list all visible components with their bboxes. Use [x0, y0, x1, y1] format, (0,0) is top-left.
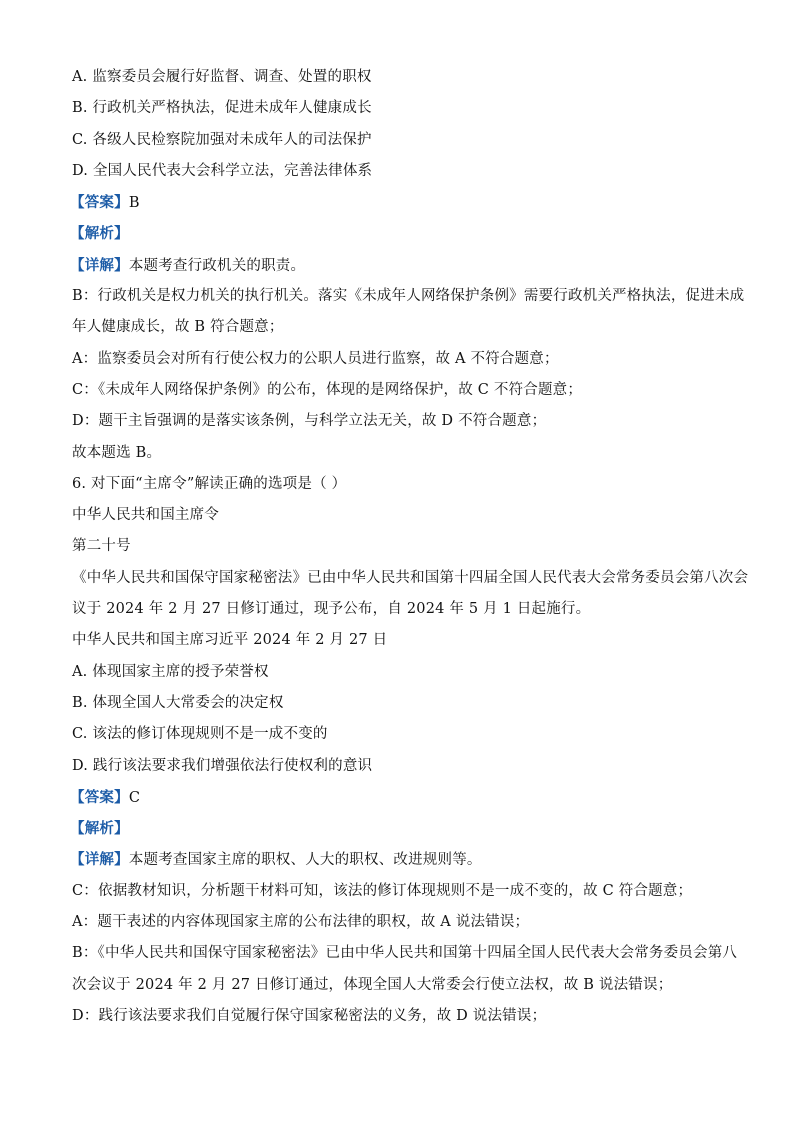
q6-option-a: A. 体现国家主席的授予荣誉权 — [72, 663, 269, 680]
q5-answer-line — [70, 187, 732, 218]
q6-material-line: 议于 2024 年 2 月 27 日修订通过，现予公布，自 2024 年 5 月 1 日起施行。 — [72, 601, 591, 618]
q6-option-c: C. 该法的修订体现规则不是一成不变的 — [72, 726, 328, 743]
q5-answer-tag: 【答案】 — [70, 194, 129, 212]
q6-material-line: 中华人民共和国主席习近平 2024 年 2 月 27 日 — [72, 632, 388, 649]
q6-detail-tag: 【详解】 — [70, 851, 129, 869]
q6-answer-tag: 【答案】 — [70, 788, 129, 806]
q6-detail-line — [70, 844, 732, 875]
q5-analysis-line — [70, 218, 732, 249]
q5-conclusion: 故本题选 B。 — [72, 444, 162, 461]
q5-explanation-line: C：《未成年人网络保护条例》的公布，体现的是网络保护，故 C 不符合题意； — [72, 381, 583, 398]
q5-option-d: D. 全国人民代表大会科学立法，完善法律体系 — [72, 162, 373, 179]
q5-detail-tag: 【详解】 — [70, 256, 129, 274]
q6-answer-value: C — [128, 789, 141, 806]
q6-option-b: B. 体现全国人大常委会的决定权 — [72, 694, 284, 711]
q6-explanation-line: D：践行该法要求我们自觉履行保守国家秘密法的义务，故 D 说法错误； — [72, 1007, 547, 1024]
q5-explanation-line: D：题干主旨强调的是落实该条例，与科学立法无关，故 D 不符合题意； — [72, 413, 547, 430]
q6-material-line: 第二十号 — [72, 538, 131, 555]
q5-explanation-line: B：行政机关是权力机关的执行机关。落实《未成年人网络保护条例》需要行政机关严格执法，促进未成 — [72, 288, 745, 305]
q6-analysis-tag: 【解析】 — [70, 820, 129, 838]
q5-option-a: A. 监察委员会履行好监督、调查、处置的职权 — [72, 69, 372, 85]
q5-analysis-tag: 【解析】 — [70, 225, 129, 243]
q5-explanation-line: A：监察委员会对所有行使公权力的公职人员进行监察，故 A 不符合题意； — [72, 350, 559, 367]
q6-material-line: 中华人民共和国主席令 — [72, 507, 219, 524]
q6-option-d: D. 践行该法要求我们增强依法行使权利的意识 — [72, 757, 373, 774]
q6-answer-line — [70, 782, 732, 813]
q5-detail-line — [70, 250, 732, 281]
q6-material-line: 《中华人民共和国保守国家秘密法》已由中华人民共和国第十四届全国人民代表大会常务委员会第八次会 — [72, 569, 749, 586]
q6-explanation-line: 次会议于 2024 年 2 月 27 日修订通过，体现全国人大常委会行使立法权，故 B 说法错误； — [72, 976, 673, 993]
q6-explanation-line: A：题干表述的内容体现国家主席的公布法律的职权，故 A 说法错误； — [72, 914, 530, 931]
q6-analysis-line — [70, 813, 732, 844]
q5-detail-text: 本题考查行政机关的职责。 — [128, 257, 306, 274]
q6-explanation-line: C：依据教材知识，分析题干材料可知，该法的修订体现规则不是一成不变的，故 C 符合题意； — [72, 882, 693, 899]
q5-option-b: B. 行政机关严格执法，促进未成年人健康成长 — [72, 100, 372, 117]
q5-explanation-line: 年人健康成长，故 B 符合题意； — [72, 319, 284, 336]
q5-answer-value: B — [128, 195, 140, 212]
q5-option-c: C. 各级人民检察院加强对未成年人的司法保护 — [72, 131, 372, 148]
document-page — [70, 62, 749, 1032]
q6-detail-text: 本题考查国家主席的职权、人大的职权、改进规则等。 — [128, 852, 482, 869]
q6-explanation-line: B：《中华人民共和国保守国家秘密法》已由中华人民共和国第十四届全国人民代表大会常务委员会第八 — [72, 945, 738, 962]
q6-stem: 6. 对下面“主席令”解读正确的选项是（ ） — [72, 475, 347, 492]
